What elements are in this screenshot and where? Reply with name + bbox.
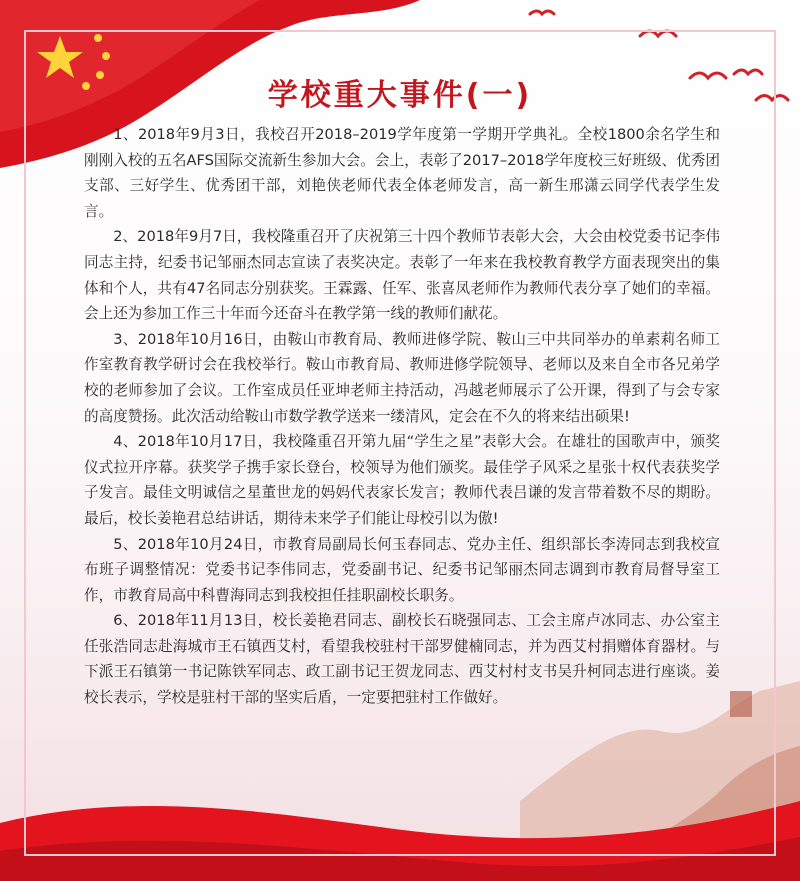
bird-icon	[530, 11, 554, 14]
event-paragraph-5: 5、2018年10月24日，市教育局副局长何玉春同志、党办主任、组织部长李涛同志到我校宣布班子调整情况：党委书记李伟同志，党委副书记、纪委书记邹丽杰同志调到市教育局督导室工作，市教育局高中科曹海同志到我校担任挂职副校长职务。	[84, 535, 720, 604]
event-paragraph-4: 4、2018年10月17日，我校隆重召开第九届“学生之星”表彰大会。在雄壮的国歌声中，颁奖仪式拉开序幕。获奖学子携手家长登台，校领导为他们颁奖。最佳学子风采之星张十权代表获奖学子发言。最佳文明诚信之星董世龙的妈妈代表家长发言；教师代表吕谦的发言带着数不尽的期盼。最后，校长姜艳君总结讲话，期待未来学子们能让母校引以为傲!	[84, 433, 720, 527]
event-paragraph-2: 2、2018年9月7日，我校隆重召开了庆祝第三十四个教师节表彰大会，大会由校党委书记李伟同志主持，纪委书记邹丽杰同志宣读了表奖决定。表彰了一年来在我校教育教学方面表现突出的集体和个人，共有47名同志分别获奖。王霖露、任军、张喜凤老师作为教师代表分享了她们的幸福。会上还为参加工作三十年而今还奋斗在教学第一线的教师们献花。	[84, 228, 720, 323]
article-body	[84, 122, 720, 711]
page-title: 学校重大事件(一)	[267, 78, 533, 113]
event-paragraph-1: 1、2018年9月3日，我校召开2018–2019学年度第一学期开学典礼。全校1800余名学生和刚刚入校的五名AFS国际交流新生参加大会。会上，表彰了2017–2018学年度校三好班级、优秀团支部、三好学生、优秀团干部，刘艳侠老师代表全体老师发言，高一新生邢潇云同学代表学生发言。	[84, 126, 720, 220]
event-paragraph-6: 6、2018年11月13日，校长姜艳君同志、副校长石晓强同志、工会主席卢冰同志、办公室主任张浩同志赴海城市王石镇西艾村，看望我校驻村干部罗健楠同志，并为西艾村捐赠体育器材。与下派王石镇第一书记陈铁军同志、政工副书记王贺龙同志、西艾村村支书吴升柯同志进行座谈。姜校长表示，学校是驻村干部的坚实后盾，一定要把驻村工作做好。	[84, 612, 720, 707]
event-paragraph-3: 3、2018年10月16日，由鞍山市教育局、教师进修学院、鞍山三中共同举办的单素莉名师工作室教育教学研讨会在我校举行。鞍山市教育局、教师进修学院领导、老师以及来自全市各兄弟学校的老师参加了会议。工作室成员任亚坤老师主持活动，冯越老师展示了公开课，得到了与会专家的高度赞扬。此次活动给鞍山市数学教学送来一缕清风，定会在不久的将来结出硕果!	[84, 330, 720, 425]
